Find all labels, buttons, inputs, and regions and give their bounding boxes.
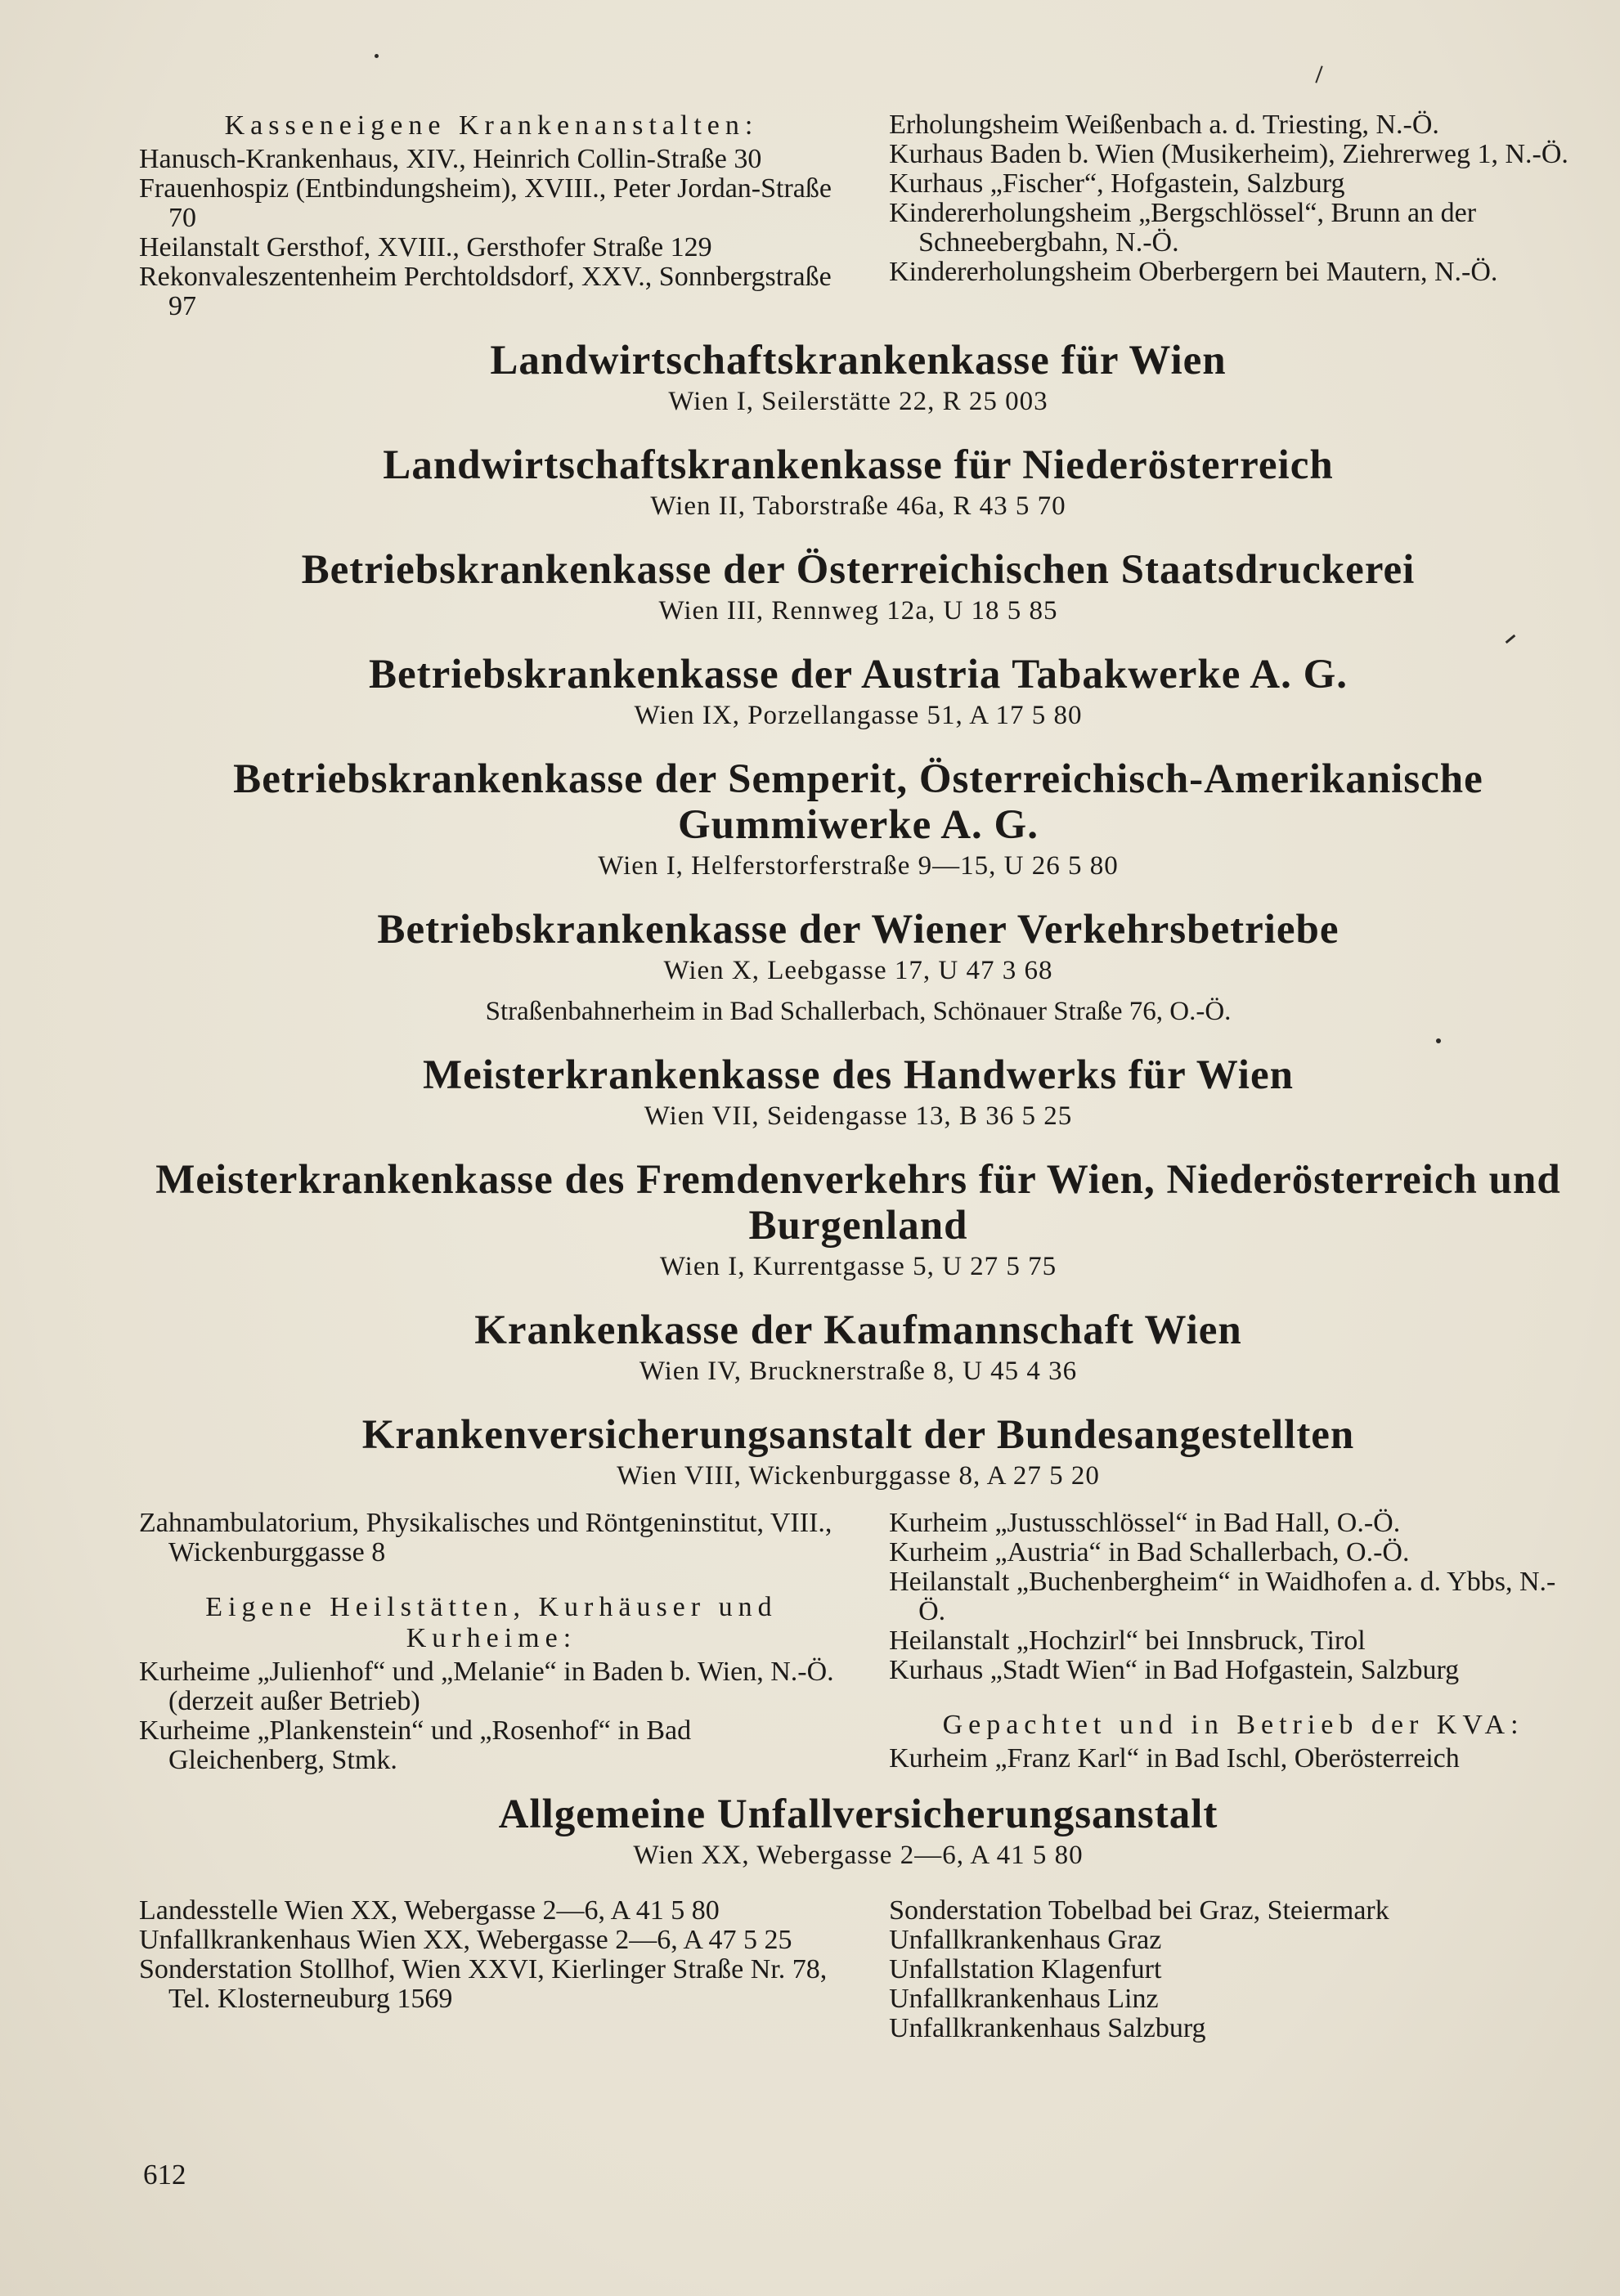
auva-right-column [873, 1896, 1577, 2043]
list-item: Unfallstation Klagenfurt [889, 1954, 1162, 1984]
kva-section [139, 1509, 1577, 1775]
list-item: Kurheim „Franz Karl“ in Bad Ischl, Oberösterreich [889, 1743, 1460, 1774]
section-heading: Eigene Heilstätten, Kurhäuser und Kurheime: [205, 1592, 778, 1653]
auva-section [139, 1896, 1577, 2043]
list-item: Kindererholungsheim „Bergschlössel“, Brunn an der Schneebergbahn, N.-Ö. [889, 198, 1477, 258]
list-item: Heilanstalt Gersthof, XVIII., Gersthofer Straße 129 [139, 232, 712, 262]
list-item: Hanusch-Krankenhaus, XIV., Heinrich Collin-Straße 30 [139, 144, 762, 174]
org-address: Wien VII, Seidengasse 13, B 36 5 25 [644, 1101, 1073, 1131]
org-block [139, 547, 1577, 627]
org-block [139, 1792, 1577, 1872]
list-item: Frauenhospiz (Entbindungsheim), XVIII., Peter Jordan-Straße 70 [139, 173, 832, 233]
org-name: Betriebskrankenkasse der Österreichischen Staatsdruckerei [301, 547, 1416, 593]
org-address: Wien VIII, Wickenburggasse 8, A 27 5 20 [617, 1461, 1100, 1491]
section-heading: Gepachtet und in Betrieb der KVA: [942, 1710, 1524, 1740]
list-item: Kurhaus Baden b. Wien (Musikerheim), Ziehrerweg 1, N.-Ö. [889, 139, 1568, 169]
list-item: Zahnambulatorium, Physikalisches und Röntgeninstitut, VIII., Wickenburggasse 8 [139, 1508, 832, 1567]
org-block [139, 756, 1577, 882]
org-address: Wien II, Taborstraße 46a, R 43 5 70 [650, 491, 1066, 521]
ink-speck [1436, 1038, 1441, 1043]
org-address: Wien I, Seilerstätte 22, R 25 003 [668, 387, 1048, 416]
org-block [139, 1307, 1577, 1388]
list-item: Heilanstalt „Buchenbergheim“ in Waidhofen a. d. Ybbs, N.-Ö. [889, 1567, 1556, 1626]
org-name: Betriebskrankenkasse der Austria Tabakwerke A. G. [368, 652, 1349, 697]
kva-right-column [873, 1509, 1577, 1775]
top-section [139, 110, 1577, 321]
org-block [139, 652, 1577, 732]
org-address: Wien III, Rennweg 12a, U 18 5 85 [658, 596, 1058, 626]
list-item: Kurhaus „Stadt Wien“ in Bad Hofgastein, Salzburg [889, 1655, 1460, 1685]
org-address: Wien I, Helferstorferstraße 9—15, U 26 5 80 [598, 851, 1119, 881]
list-item: Unfallkrankenhaus Wien XX, Webergasse 2—6, A 47 5 25 [139, 1925, 792, 1955]
org-name: Meisterkrankenkasse des Fremdenverkehrs für Wien, Niederösterreich und Burgenland [155, 1157, 1561, 1249]
org-name: Betriebskrankenkasse der Wiener Verkehrsbetriebe [377, 907, 1340, 953]
top-right-column [873, 110, 1577, 321]
list-item: Rekonvaleszentenheim Perchtoldsdorf, XXV., Sonnbergstraße 97 [139, 262, 832, 321]
org-name: Allgemeine Unfallversicherungsanstalt [498, 1792, 1218, 1837]
ink-speck [375, 54, 379, 58]
org-address: Wien IV, Brucknerstraße 8, U 45 4 36 [639, 1357, 1078, 1386]
list-item: Kurheime „Julienhof“ und „Melanie“ in Baden b. Wien, N.-Ö. (derzeit außer Betrieb) [139, 1657, 834, 1716]
org-address: Wien X, Leebgasse 17, U 47 3 68 [663, 956, 1053, 985]
org-name: Meisterkrankenkasse des Handwerks für Wien [423, 1052, 1294, 1098]
org-address: Wien IX, Porzellangasse 51, A 17 5 80 [634, 701, 1083, 730]
list-item: Unfallkrankenhaus Salzburg [889, 2013, 1206, 2043]
org-name: Landwirtschaftskrankenkasse für Wien [490, 338, 1227, 383]
list-item: Kurheim „Justusschlössel“ in Bad Hall, O.-Ö. [889, 1508, 1401, 1538]
page-number: 612 [143, 2159, 186, 2191]
org-block [139, 338, 1577, 418]
org-block [139, 907, 1577, 1028]
org-name: Krankenversicherungsanstalt der Bundesangestellten [361, 1412, 1355, 1458]
org-block [139, 1412, 1577, 1492]
org-block [139, 442, 1577, 522]
list-item: Kurhaus „Fischer“, Hofgastein, Salzburg [889, 168, 1345, 199]
org-name: Betriebskrankenkasse der Semperit, Österreichisch-Amerikanische Gummiwerke A. G. [233, 756, 1483, 848]
list-item: Unfallkrankenhaus Linz [889, 1984, 1159, 2014]
list-item: Unfallkrankenhaus Graz [889, 1925, 1162, 1955]
org-block [139, 1157, 1577, 1283]
top-left-column [139, 110, 844, 321]
list-item: Landesstelle Wien XX, Webergasse 2—6, A 41 5 80 [139, 1895, 720, 1926]
auva-left-column [139, 1896, 844, 2043]
list-item: Kurheim „Austria“ in Bad Schallerbach, O.-Ö. [889, 1537, 1410, 1567]
list-item: Kindererholungsheim Oberbergern bei Mautern, N.-Ö. [889, 257, 1498, 287]
ink-speck [1315, 65, 1322, 83]
section-heading: Kasseneigene Krankenanstalten: [224, 110, 759, 141]
list-item: Sonderstation Tobelbad bei Graz, Steiermark [889, 1895, 1389, 1926]
org-address: Wien XX, Webergasse 2—6, A 41 5 80 [633, 1841, 1084, 1870]
org-address: Wien I, Kurrentgasse 5, U 27 5 75 [659, 1252, 1057, 1281]
list-item: Erholungsheim Weißenbach a. d. Triesting, N.-Ö. [889, 110, 1439, 140]
kva-left-column [139, 1509, 844, 1775]
list-item: Sonderstation Stollhof, Wien XXVI, Kierlinger Straße Nr. 78, Tel. Klosterneuburg 1569 [139, 1954, 828, 2014]
org-block [139, 1052, 1577, 1132]
org-name: Krankenkasse der Kaufmannschaft Wien [474, 1307, 1242, 1353]
list-item: Heilanstalt „Hochzirl“ bei Innsbruck, Tirol [889, 1626, 1366, 1656]
org-name: Landwirtschaftskrankenkasse für Niederösterreich [383, 442, 1334, 488]
list-item: Kurheime „Plankenstein“ und „Rosenhof“ in Bad Gleichenberg, Stmk. [139, 1715, 692, 1775]
org-extra: Straßenbahnerheim in Bad Schallerbach, Schönauer Straße 76, O.-Ö. [485, 997, 1232, 1026]
